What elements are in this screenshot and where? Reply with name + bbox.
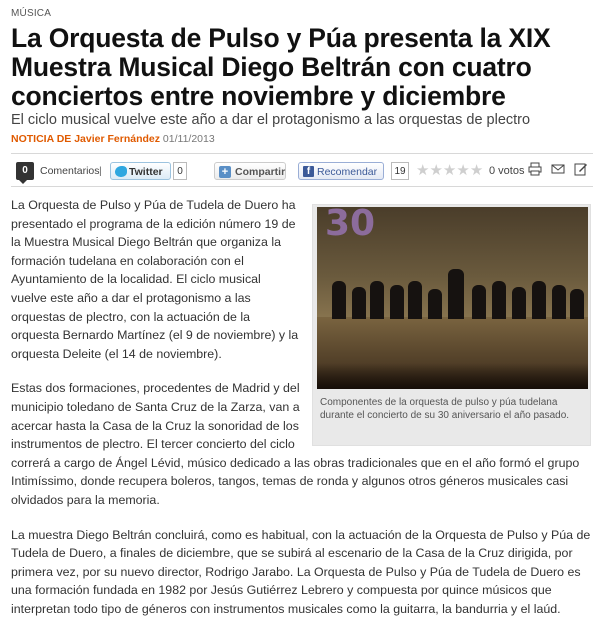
- comments-link[interactable]: Comentarios: [40, 165, 100, 177]
- article-body: [11, 196, 591, 621]
- star-icon[interactable]: ★: [442, 162, 457, 179]
- print-icon[interactable]: [527, 162, 543, 178]
- facebook-count: 19: [391, 162, 409, 180]
- section-label[interactable]: MÚSICA: [11, 8, 52, 19]
- facebook-icon: f: [303, 166, 314, 177]
- photo-musicians: [332, 259, 582, 319]
- share-plus-icon: +: [219, 166, 231, 178]
- paragraph-1: La Orquesta de Pulso y Púa de Tudela de Duero ha presentado el programa de la edición número 19 de la Muestra Musical Diego Beltrán que organiza la formación tudelana en colaboración con el Ayuntamiento de la localidad. El ciclo musical vuelve este año a dar el protagonismo a las orquestas de plectro, con la actuación de la orquesta Bernardo Martínez (el 9 de noviembre) y la orquesta Deleite (el 14 de noviembre).: [11, 198, 299, 361]
- photo-audience: [317, 363, 588, 389]
- twitter-button[interactable]: [110, 162, 171, 180]
- star-icon[interactable]: ★: [456, 162, 470, 179]
- article-figure: [312, 204, 591, 446]
- share-button[interactable]: [214, 162, 286, 180]
- byline: [11, 133, 215, 145]
- article-headline: La Orquesta de Pulso y Púa presenta la XIX Muestra Musical Diego Beltrán con cuatro conciertos entre noviembre y diciembre: [11, 23, 551, 111]
- rating-stars[interactable]: [416, 162, 492, 180]
- star-icon[interactable]: ★: [429, 162, 443, 179]
- twitter-bird-icon: [115, 166, 127, 177]
- edit-icon[interactable]: [573, 162, 589, 178]
- author-link[interactable]: Javier Fernández: [74, 133, 160, 145]
- photo-caption: Componentes de la orquesta de pulso y púa tudelana durante el concierto de su 30 aniversario el año pasado.: [320, 397, 570, 421]
- publish-date: 01/11/2013: [162, 133, 215, 145]
- votes-count: 0 votos: [489, 165, 525, 177]
- toolbar-separator: |: [99, 165, 102, 177]
- star-icon[interactable]: ★: [469, 162, 484, 179]
- twitter-button-label: Twitter: [129, 166, 163, 178]
- paragraph-2: Estas dos formaciones, procedentes de Madrid y del municipio toledano de Santa Cruz de la Zarza, van a acercar hasta la Casa de la Cruz la sonoridad de los instrumentos de plectro. El tercer concierto del ciclo correrá a cargo de Ángel Lévid, músico dedicado a las obras tradicionales que en el año formó el grupo Intimíssimo, donde recupera boleros, tangos, temas de ronda y algunos otros géneros musicales casi olvidados para la memoria.: [11, 381, 580, 507]
- facebook-recommend-button[interactable]: [298, 162, 384, 180]
- comment-count-badge[interactable]: 0: [16, 162, 34, 180]
- star-icon[interactable]: ★: [416, 162, 430, 179]
- mail-icon[interactable]: [550, 162, 566, 178]
- facebook-button-label: Recomendar: [317, 166, 378, 178]
- photo-anniversary-number: 30: [325, 207, 376, 244]
- paragraph-3: La muestra Diego Beltrán concluirá, como es habitual, con la actuación de la Orquesta de Pulso y Púa de Tudela de Duero, a finales de diciembre, que se subirá al escenario de la Casa de la Cruz dirigida, por primera vez, por su nuevo director, Rodrigo Jarabo. La Orquesta de Pulso y Púa de Tudela de Duero es una formación fundada en 1982 por Jesús Gutiérrez Lebrero y compuesta por quince músicos que interpretan todo tipo de géneros con instrumentos musicales como la guitarra, la bandurria y el laúd.: [11, 527, 591, 616]
- social-toolbar: [11, 153, 593, 187]
- twitter-count: 0: [173, 162, 187, 180]
- article-subtitle: El ciclo musical vuelve este año a dar el protagonismo a las orquestas de plectro: [11, 112, 531, 128]
- concert-photo[interactable]: [317, 207, 588, 389]
- share-button-label: Compartir: [235, 166, 286, 178]
- byline-kicker: NOTICIA DE: [11, 133, 72, 145]
